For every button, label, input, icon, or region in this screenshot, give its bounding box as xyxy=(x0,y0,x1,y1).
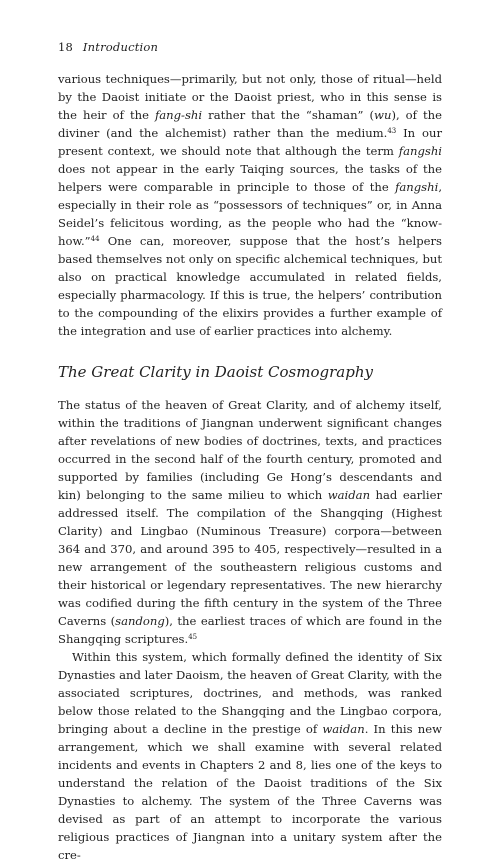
text-run: One can, moreover, suppose that the host’s helpers based themselves not only on specific alchemical techniques, but also on practical knowledge accumulated in related fields, especially pharmacology. If this is true, the helpers’ contribution to the compounding of the elixirs provides a further example of the integration and use of earlier practices into alchemy. xyxy=(58,234,442,338)
text-run: In our present context, we should note that although the term xyxy=(58,126,442,158)
text-run: ), the earliest traces of which are found in the Shangqing scriptures. xyxy=(58,614,442,646)
italic-term: fangshi xyxy=(395,180,439,194)
text-run: had earlier addressed itself. The compilation of the Shangqing (Highest Clarity) and Lingbao (Numinous Treasure) corpora—between 364 and 370, and around 395 to 405, respectively—resulted in a new arrangement of the southeastern religious customs and their historical or legendary representatives. The new hierarchy was codified during the fifth century in the system of the Three Caverns ( xyxy=(58,488,442,628)
text-run: rather that the “shaman” ( xyxy=(202,108,375,122)
running-head xyxy=(58,40,158,54)
italic-term: fangshi xyxy=(398,144,442,158)
paragraph-2 xyxy=(58,396,442,648)
section-heading: The Great Clarity in Daoist Cosmography xyxy=(58,363,373,381)
text-run: ), of the diviner (and the alchemist) rather than the medium. xyxy=(58,108,442,140)
footnote-marker: 43 xyxy=(387,127,397,135)
footnote-marker: 44 xyxy=(90,235,100,243)
italic-term: sandong xyxy=(115,614,165,628)
paragraph-1 xyxy=(58,70,442,340)
text-run: , especially in their role as “possessors of techniques” or, in Anna Seidel’s felicitous wording, as the people who had the “know-how.” xyxy=(58,180,442,248)
text-run: does not appear in the early Taiqing sources, the tasks of the helpers were comparable in principle to those of the xyxy=(58,162,442,194)
page-number: 18 xyxy=(58,40,74,54)
running-head-title: Introduction xyxy=(82,40,159,54)
body-text xyxy=(58,70,442,864)
italic-term: waidan xyxy=(322,722,365,736)
footnote-marker: 45 xyxy=(188,633,198,641)
text-run: Within this system, which formally defined the identity of Six Dynasties and later Daoism, the heaven of Great Clarity, with the associated scriptures, doctrines, and methods, was ranked below those related to the Shangqing and the Lingbao corpora, bringing about a decline in the prestige of xyxy=(58,650,442,736)
paragraph-3 xyxy=(58,648,442,864)
italic-term: waidan xyxy=(327,488,371,502)
text-run: . In this new arrangement, which we shall examine with several related incidents and events in Chapters 2 and 8, lies one of the keys to understand the relation of the Daoist traditions of the Six Dynasties to alchemy. The system of the Three Caverns was devised as part of an attempt to incorporate the various religious practices of Jiangnan into a unitary system after the cre- xyxy=(58,722,442,862)
italic-term: fang-shi xyxy=(154,108,203,122)
text-run: The status of the heaven of Great Clarity, and of alchemy itself, within the traditions of Jiangnan underwent significant changes after revelations of new bodies of doctrines, texts, and practices occurred in the second half of the fourth century, promoted and supported by families (including Ge Hong’s descendants and kin) belonging to the same milieu to which xyxy=(58,398,442,502)
italic-term: wu xyxy=(374,108,392,122)
text-run: various techniques—primarily, but not only, those of ritual—held by the Daoist initiate or the Daoist priest, who in this sense is the heir of the xyxy=(58,72,442,122)
